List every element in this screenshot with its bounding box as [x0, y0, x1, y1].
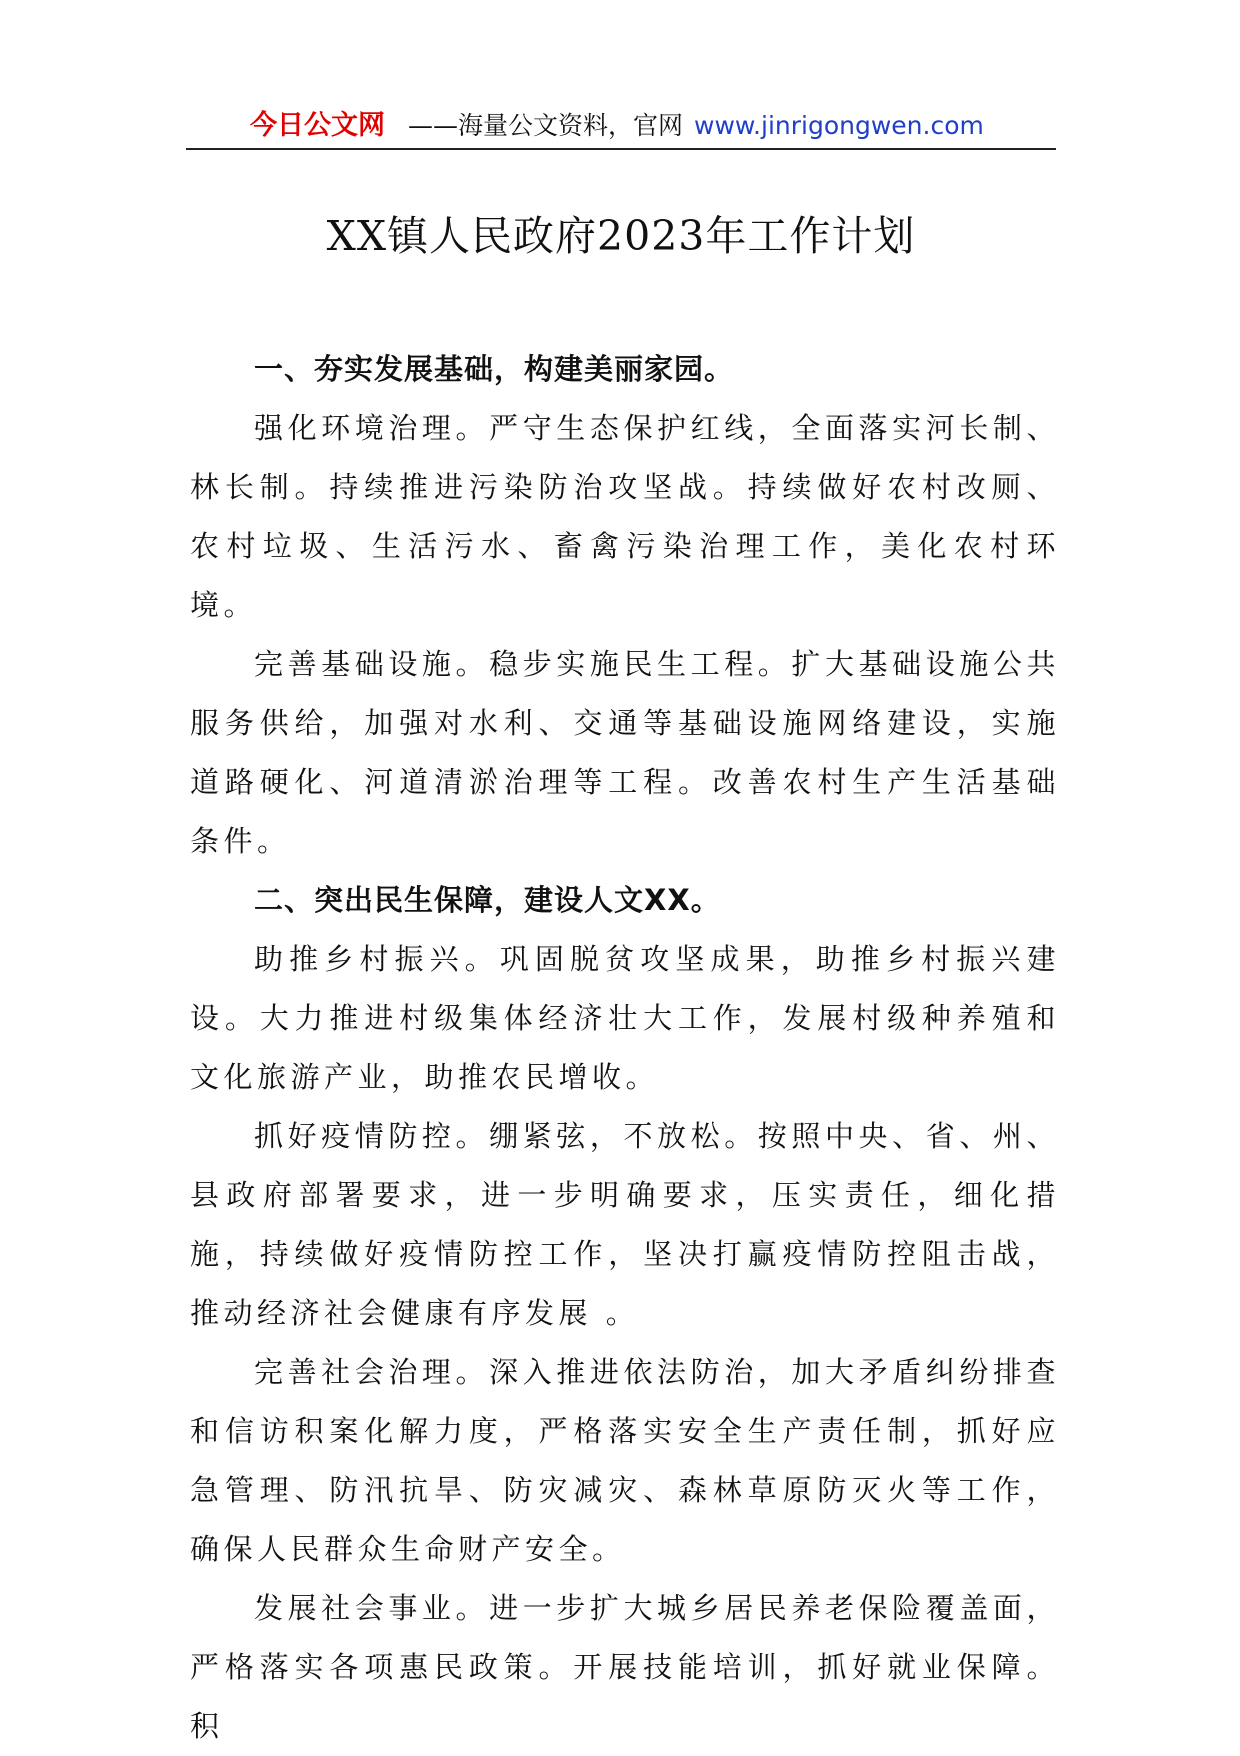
page-header — [186, 106, 1056, 146]
section-heading: 一、夯实发展基础，构建美丽家园。 — [254, 352, 735, 386]
body-paragraph: 发展社会事业。进一步扩大城乡居民养老保险覆盖面，严格落实各项惠民政策。开展技能培训，抓好就业保障。积 — [190, 1591, 1060, 1743]
body-paragraph: 抓好疫情防控。绷紧弦，不放松。按照中央、省、州、县政府部署要求，进一步明确要求，压实责任，细化措施，持续做好疫情防控工作，坚决打赢疫情防控阻击战，推动经济社会健康有序发展 。 — [190, 1119, 1060, 1330]
site-url-link[interactable]: www.jinrigongwen.com — [694, 111, 984, 140]
site-tagline: ——海量公文资料，官网 — [408, 111, 684, 140]
body-paragraph: 助推乡村振兴。巩固脱贫攻坚成果，助推乡村振兴建设。大力推进村级集体经济壮大工作，发展村级种养殖和文化旅游产业，助推农民增收。 — [190, 942, 1060, 1094]
body-paragraph: 完善基础设施。稳步实施民生工程。扩大基础设施公共服务供给，加强对水利、交通等基础设施网络建设，实施道路硬化、河道清淤治理等工程。改善农村生产生活基础条件。 — [190, 647, 1060, 858]
document-title: XX镇人民政府2023年工作计划 — [326, 212, 916, 260]
section-heading: 二、突出民生保障，建设人文XX。 — [254, 883, 721, 917]
body-paragraph: 强化环境治理。严守生态保护红线，全面落实河长制、林长制。持续推进污染防治攻坚战。持续做好农村改厕、农村垃圾、生活污水、畜禽污染治理工作，美化农村环境。 — [190, 411, 1060, 622]
site-brand: 今日公文网 — [250, 110, 385, 141]
header-divider — [186, 148, 1056, 150]
document-body — [190, 340, 1060, 1756]
body-paragraph: 完善社会治理。深入推进依法防治，加大矛盾纠纷排查和信访积案化解力度，严格落实安全生产责任制，抓好应急管理、防汛抗旱、防灾减灾、森林草原防灭火等工作，确保人民群众生命财产安全。 — [190, 1355, 1060, 1566]
